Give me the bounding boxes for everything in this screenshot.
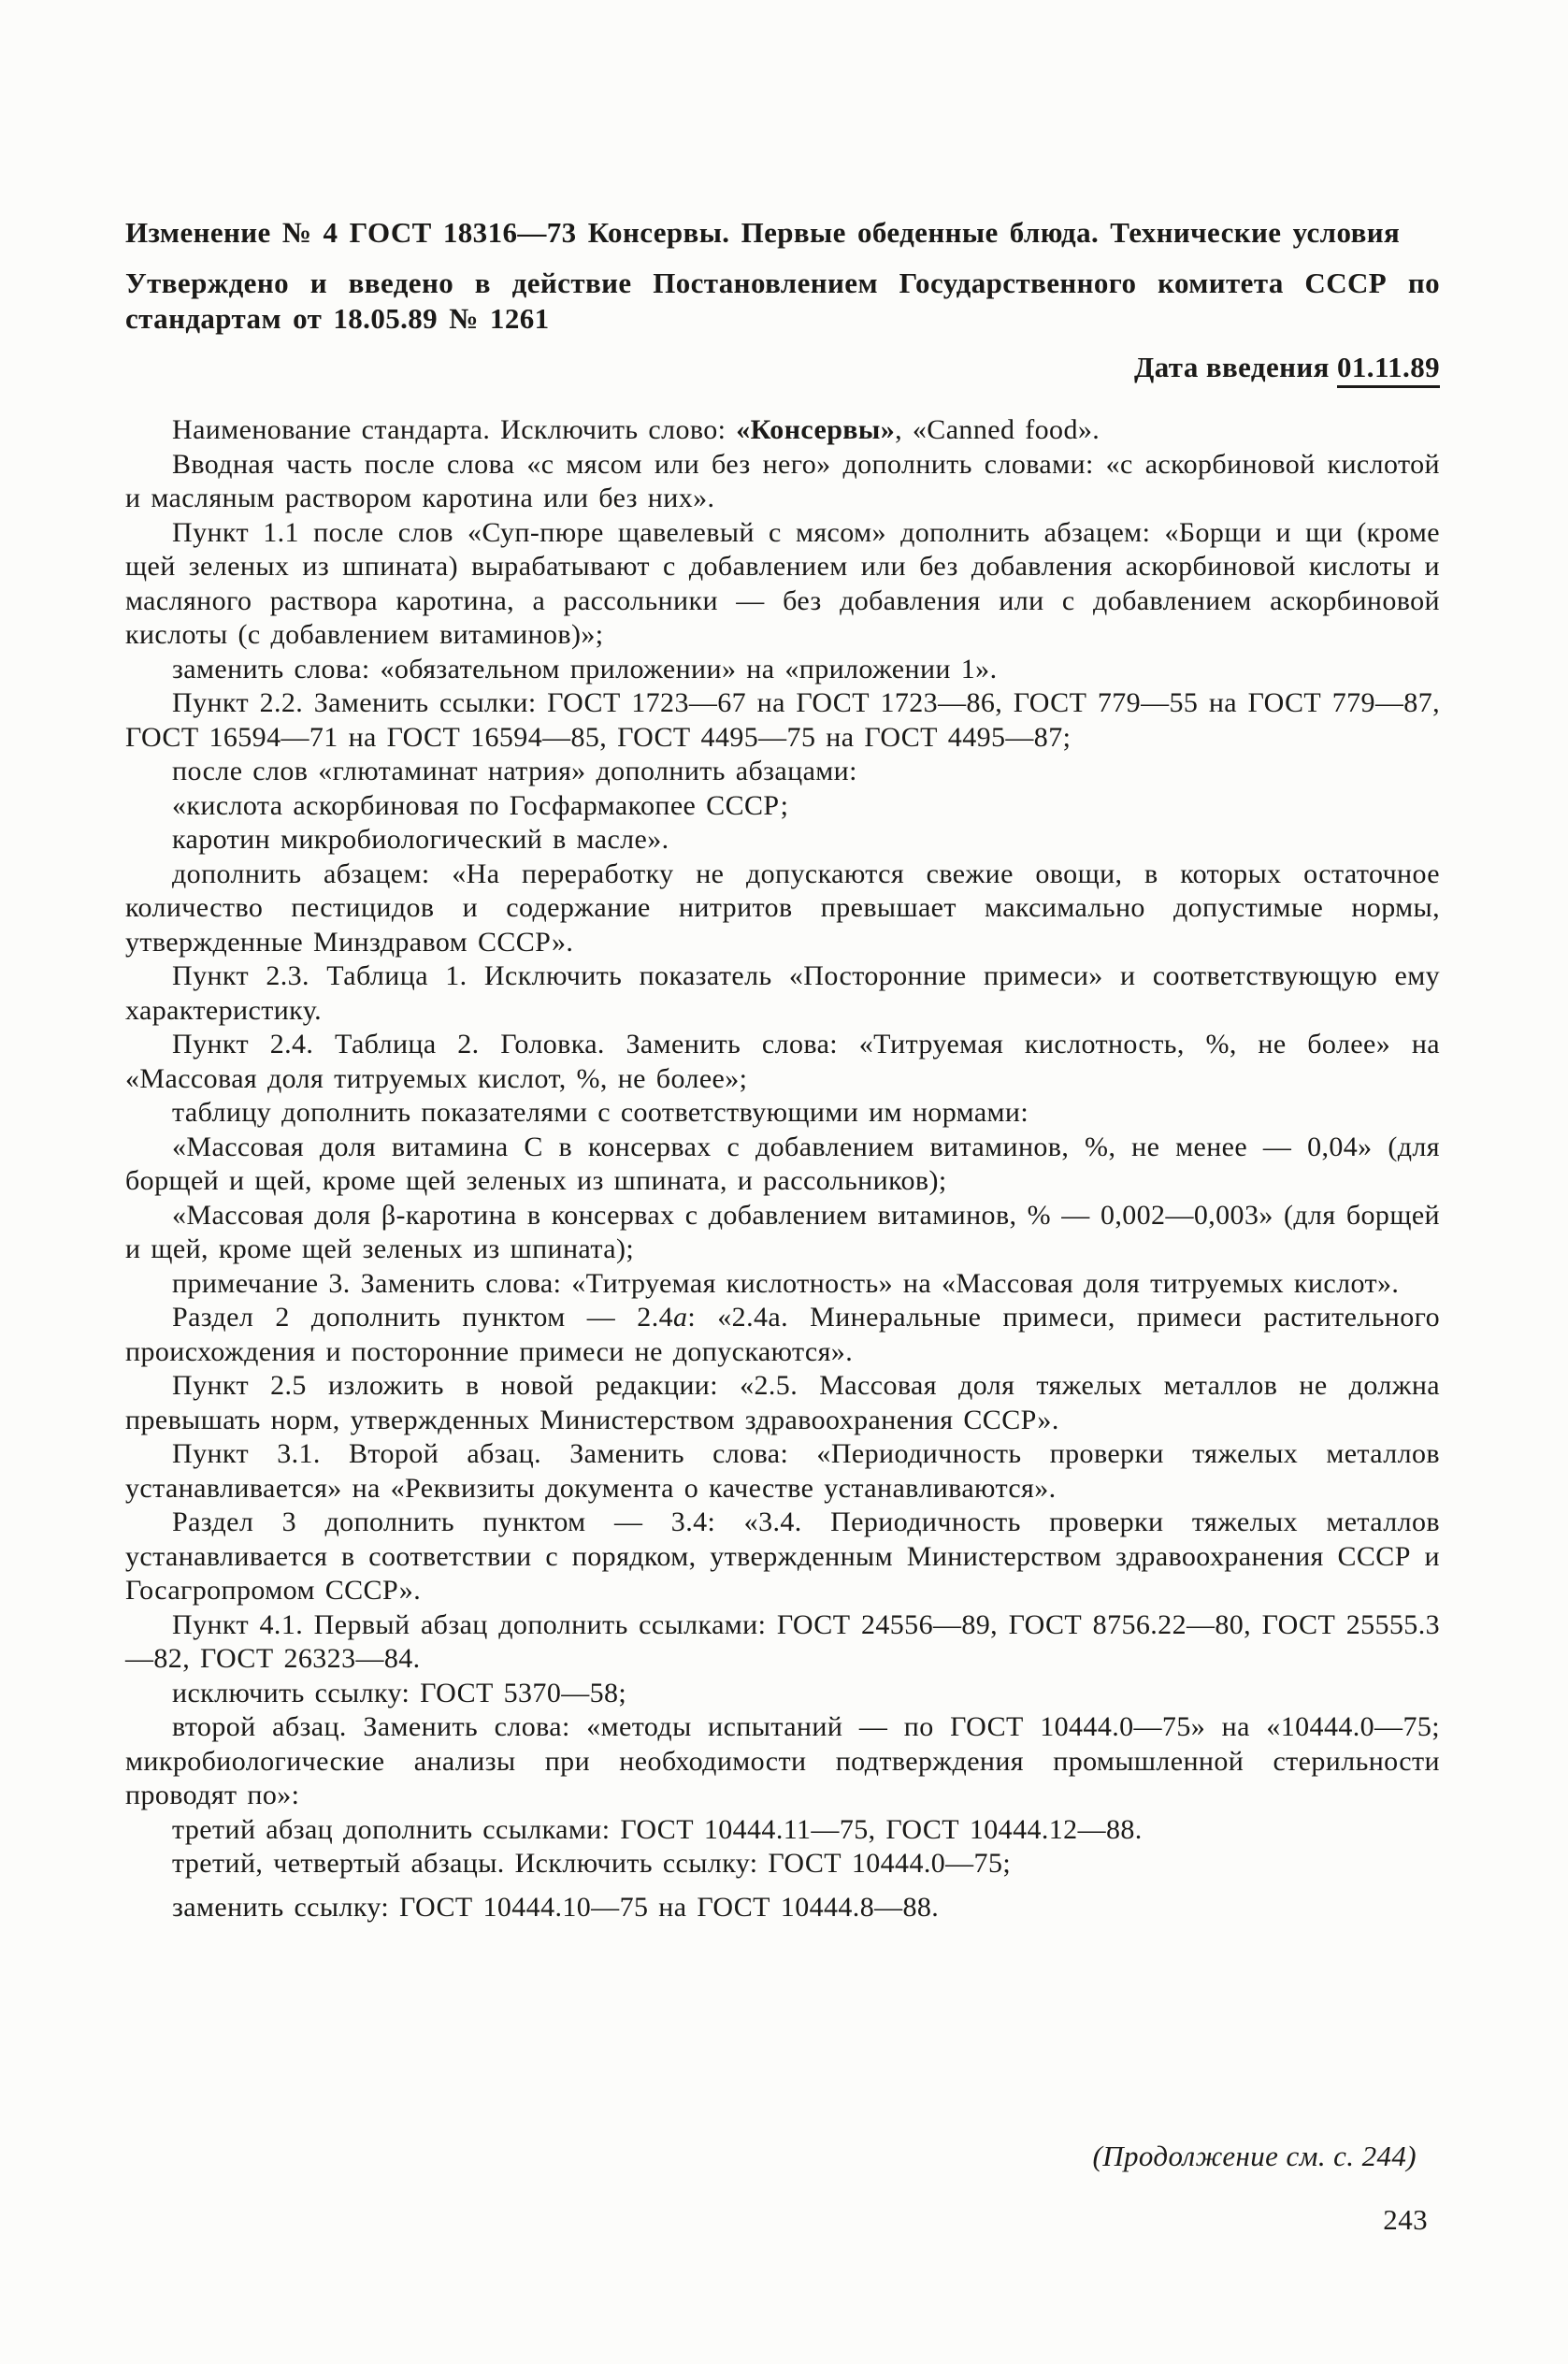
approval-paragraph: Утверждено и введено в действие Постановлением Государственного комитета СССР по стандартам от 18.05.89 № 1261: [125, 267, 1440, 335]
text-run: исключить ссылку: ГОСТ 5370—58;: [172, 1677, 627, 1708]
date-value: 01.11.89: [1337, 351, 1440, 388]
paragraph: [125, 653, 1440, 687]
paragraph: [125, 1437, 1440, 1506]
text-run: Пункт 2.2. Заменить ссылки: ГОСТ 1723—67 на ГОСТ 1723—86, ГОСТ 779—55 на ГОСТ 779—87, ГОСТ 16594—71 на ГОСТ 16594—85, ГОСТ 4495—75 на ГОСТ 4495—87;: [125, 687, 1440, 753]
text-run: Пункт 3.1. Второй абзац. Заменить слова: «Периодичность проверки тяжелых металлов устанавливается» на «Реквизиты документа о качестве устанавливаются».: [125, 1438, 1440, 1504]
text-run: Пункт 2.3. Таблица 1. Исключить показатель «Посторонние примеси» и соответствующую ему характеристику.: [125, 960, 1440, 1026]
text-run: каротин микробиологический в масле».: [172, 824, 669, 855]
paragraph: [125, 1608, 1440, 1677]
paragraph: [125, 516, 1440, 653]
text-run: третий абзац дополнить ссылками: ГОСТ 10444.11—75, ГОСТ 10444.12—88.: [172, 1813, 1143, 1845]
paragraph: [125, 1267, 1440, 1302]
text-run: «Массовая доля витамина С в консервах с добавлением витаминов, %, не менее — 0,04» (для борщей и щей, кроме щей зеленых из шпината, и рассольников);: [125, 1131, 1440, 1196]
paragraph: [125, 413, 1440, 448]
paragraph: [125, 1710, 1440, 1813]
text-run: Пункт 2.4. Таблица 2. Головка. Заменить слова: «Титруемая кислотность, %, не более» на «Массовая доля титруемых кислот, %, не более»;: [125, 1029, 1440, 1094]
italic-run: а: [673, 1302, 688, 1333]
text-run: Пункт 1.1 после слов «Суп-пюре щавелевый с мясом» дополнить абзацем: «Борщи и щи (кроме щей зеленых из шпината) вырабатывают с добавлением или без добавления аскорбиновой кислоты и масляного раствора каротина, а рассольники — без добавления или с добавлением аскорбиновой кислоты (с добавлением витаминов)»;: [125, 516, 1440, 650]
continuation-note: (Продолжение см. с. 244): [1092, 2140, 1417, 2172]
text-run: Пункт 2.5 изложить в новой редакции: «2.5. Массовая доля тяжелых металлов не должна превышать норм, утвержденных Министерством здравоохранения СССР».: [125, 1370, 1440, 1435]
text-run: Вводная часть после слова «с мясом или без него» дополнить словами: «с аскорбиновой кислотой и масляным раствором каротина или без них».: [125, 448, 1440, 513]
paragraph: [125, 1301, 1440, 1369]
text-run: Раздел 2 дополнить пунктом — 2.4: [172, 1302, 674, 1333]
text-run: «Массовая доля β-каротина в консервах с добавлением витаминов, % — 0,002—0,003» (для борщей и щей, кроме щей зеленых из шпината);: [125, 1199, 1440, 1264]
paragraph: [125, 959, 1440, 1028]
text-run: заменить ссылку: ГОСТ 10444.10—75 на ГОСТ 10444.8—88.: [172, 1891, 940, 1923]
paragraph: [125, 1131, 1440, 1199]
document-header: [125, 215, 1440, 385]
paragraph: [125, 1847, 1440, 1881]
text-run: : «2.4а. Минеральные примеси, примеси растительного происхождения и посторонние примеси не допускаются».: [125, 1302, 1441, 1367]
text-run: после слов «глютаминат натрия» дополнить абзацами:: [172, 756, 857, 786]
paragraph: [125, 448, 1440, 516]
text-run: третий, четвертый абзацы. Исключить ссылку: ГОСТ 10444.0—75;: [172, 1848, 1012, 1879]
text-run: таблицу дополнить показателями с соответствующими им нормами:: [172, 1097, 1029, 1128]
bold-run: «Консервы»: [736, 414, 896, 445]
text-run: дополнить абзацем: «На переработку не допускаются свежие овощи, в которых остаточное количество пестицидов и содержание нитритов превышает максимально допустимые нормы, утвержденные Минздравом СССР».: [125, 858, 1440, 958]
document-title: Изменение № 4 ГОСТ 18316—73 Консервы. Первые обеденные блюда. Технические условия: [125, 216, 1401, 249]
text-run: «кислота аскорбиновая по Госфармакопее СССР;: [172, 789, 789, 821]
paragraph: [125, 1096, 1440, 1131]
introduction-date-line: [125, 350, 1440, 385]
paragraph: [125, 1199, 1440, 1267]
text-run: второй абзац. Заменить слова: «методы испытаний — по ГОСТ 10444.0—75» на «10444.0—75; микробиологические анализы при необходимости подтверждения промышленной стерильности проводят по»:: [125, 1711, 1440, 1810]
text-run: , «Canned food».: [895, 414, 1100, 445]
paragraph: [125, 1028, 1440, 1096]
paragraph: [125, 789, 1440, 824]
date-label: Дата введения: [1133, 351, 1330, 383]
paragraph: [125, 1813, 1440, 1848]
text-run: Пункт 4.1. Первый абзац дополнить ссылками: ГОСТ 24556—89, ГОСТ 8756.22—80, ГОСТ 25555.3—82, ГОСТ 26323—84.: [125, 1608, 1440, 1674]
text-run: заменить слова: «обязательном приложении» на «приложении 1».: [172, 653, 998, 685]
text-run: Раздел 3 дополнить пунктом — 3.4: «3.4. Периодичность проверки тяжелых металлов устанавливается в соответствии с порядком, утвержденным Министерством здравоохранения СССР и Госагропромом СССР».: [125, 1506, 1440, 1606]
paragraph: [125, 858, 1440, 960]
paragraph: [125, 1369, 1440, 1437]
paragraph: [125, 823, 1440, 858]
paragraph: [125, 1891, 1440, 1925]
page-number: 243: [1383, 2203, 1428, 2236]
paragraph: [125, 686, 1440, 755]
paragraph: [125, 1506, 1440, 1608]
paragraph: [125, 1677, 1440, 1711]
paragraph: [125, 755, 1440, 789]
text-run: Наименование стандарта. Исключить слово:: [172, 414, 737, 445]
text-run: примечание 3. Заменить слова: «Титруемая кислотность» на «Массовая доля титруемых кислот».: [172, 1267, 1400, 1299]
document-body: [125, 413, 1440, 1924]
